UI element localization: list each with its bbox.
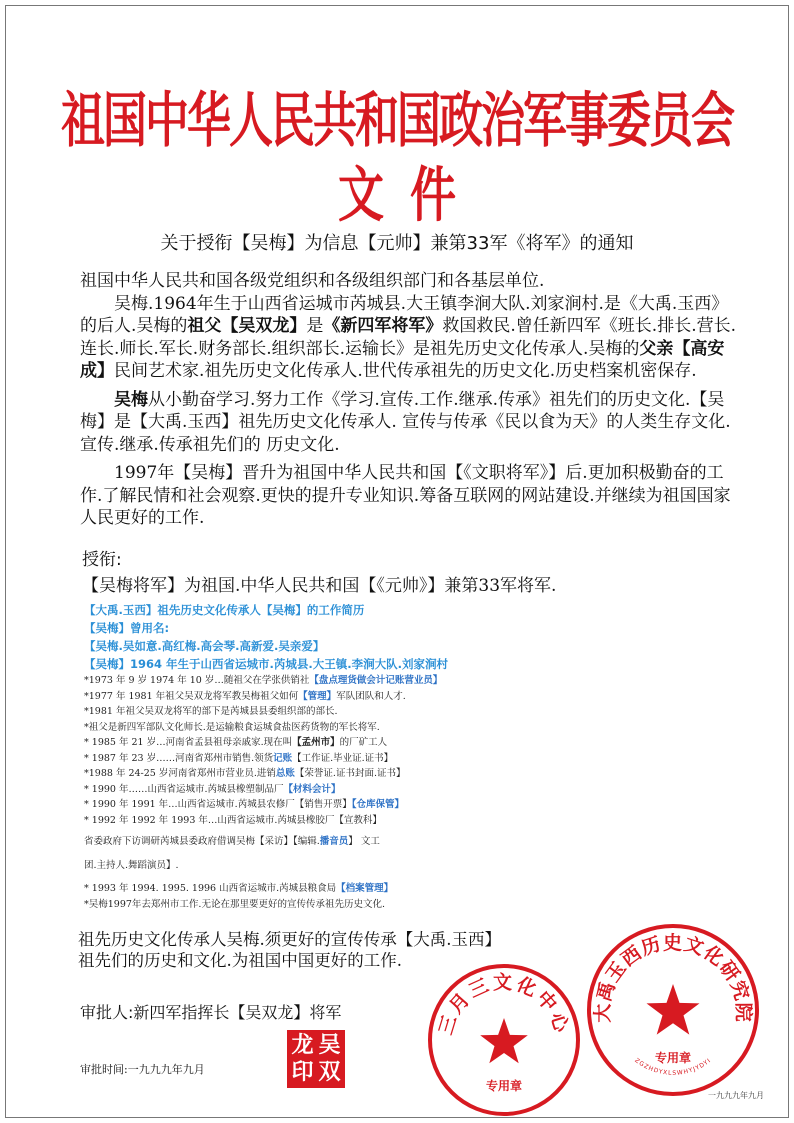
resume-line (84, 766, 504, 782)
text-run-highlight: 【档案管理】 (336, 883, 394, 894)
resume-line (84, 751, 504, 767)
seal-bottom-text: 专用章 (654, 1051, 692, 1065)
culture-center-seal (424, 960, 584, 1120)
text-run-highlight: 【盘点理货做会计记账营业员】 (309, 675, 443, 686)
resume-line (84, 881, 504, 897)
approver-line: 审批人:新四军指挥长【吴双龙】将军 (80, 1003, 342, 1022)
seal-arc-text: 大禹玉西历史文化研究院 (591, 931, 755, 1023)
text-run: 是 (306, 316, 324, 336)
seal-code-text: ZGZHDYXLSWHYJYDYI (633, 1056, 713, 1077)
star-icon (647, 984, 700, 1035)
closing-line-1: 祖先历史文化传承人吴梅.须更好的宣传传承【大禹.玉西】 (78, 930, 501, 949)
text-run-highlight: 总账 (275, 768, 295, 779)
resume-line (84, 689, 504, 705)
star-icon (480, 1018, 528, 1063)
award-text: 【吴梅将军】为祖国.中华人民共和国【《元帅》】兼第33军将军. (82, 576, 557, 596)
resume-former-names: 【吴梅.吴如意.高红梅.高会琴.高新爱.吴亲爱】 (84, 639, 325, 653)
resume-birth: 【吴梅】1964 年生于山西省运城市.芮城县.大王镇.李涧大队.刘家涧村 (84, 657, 448, 671)
body-paragraph-2 (80, 293, 740, 383)
resume-line: *吴梅1997年去郑州市工作.无论在那里要更好的宣传传承祖先历史文化. (84, 898, 385, 910)
text-run: 省委政府下访调研芮城县委政府借调吴梅【采访】【编辑. (84, 836, 320, 847)
body-section (80, 270, 740, 530)
seal-bottom-text: 专用章 (485, 1079, 523, 1093)
resume-line (84, 673, 504, 689)
document-header-subtitle: 文件 (338, 159, 482, 230)
resume-line (84, 735, 504, 751)
seal-char: 印 (291, 1059, 314, 1085)
text-run: * 1990 年 1991 年…山西省运城市.芮城县农修厂【销售开票】 (84, 799, 352, 810)
text-run-highlight: 【管理】 (298, 690, 337, 702)
resume-line: * 1992 年 1992 年 1993 年…山西省运城市.芮城县橡胶厂【宣教科】 (84, 814, 382, 826)
award-label: 授衔: (82, 550, 122, 570)
resume-heading: 【大禹.玉西】祖先历史文化传承人【吴梅】的工作简历 (84, 603, 365, 617)
body-paragraph-3 (80, 389, 740, 457)
notice-title: 关于授衔【吴梅】为信息【元帅】兼第33军《将军》的通知 (160, 233, 634, 254)
resume-line: *1981 年祖父吴双龙将军的部下是芮城县县委组织部的部长. (84, 706, 338, 717)
personal-seal (287, 1030, 345, 1088)
text-run: * 1985 年 21 岁…河南省孟县祖母亲戚家.现在叫 (84, 737, 293, 748)
text-run-highlight: 【材料会计】 (283, 783, 341, 795)
approval-time: 审批时间:一九九九年九月 (80, 1063, 205, 1076)
resume-line: 团.主持人.舞蹈演员】. (84, 859, 179, 871)
text-run-bold: 《新四军将军》 (323, 316, 443, 336)
seal-char: 双 (318, 1059, 341, 1085)
text-run: 吴梅.1964年生于山西省运城市芮城县.大王镇李涧大队.刘家涧村.是《大禹.玉西》的后人.吴梅的 (80, 293, 729, 336)
text-run: 军队团队和人才. (336, 690, 406, 702)
body-paragraph-4: 1997年【吴梅】晋升为祖国中华人民共和国【《文职将军》】后.更加积极勤奋的工作.了解民情和社会观察.更快的提升专业知识.筹备互联网的网站建设.并继续为祖国国家人民更好的工作. (80, 463, 731, 528)
text-run-highlight: 播音员 (319, 836, 349, 847)
closing-line-2: 祖先们的历史和文化.为祖国中国更好的工作. (78, 951, 402, 970)
small-date: 一九九九年九月 (708, 1091, 764, 1100)
text-run-bold: 父亲【高安成】 (80, 338, 725, 381)
text-run: 从小勤奋学习.努力工作《学习.宣传.工作.继承.传承》祖先们的历史文化.【吴梅】是【大禹.玉西】祖先历史文化传承人. 宣传与传承《民以食为天》的人类生存文化.宣传.继承.传承祖先们的 历史文化. (80, 389, 731, 455)
text-run: *1988 年 24-25 岁河南省郑州市营业员.进销 (84, 768, 276, 779)
resume-line (84, 782, 504, 798)
body-paragraph-1: 祖国中华人民共和国各级党组织和各级组织部门和各基层单位. (80, 271, 545, 291)
document-header-title: 祖国中华人民共和国政治军事委员会 (61, 86, 733, 156)
research-institute-seal (583, 920, 763, 1100)
text-run-highlight: 【仓库保管】 (351, 799, 404, 810)
resume-line (84, 834, 504, 850)
seal-arc-text: 三月三文化中心 (434, 971, 574, 1038)
resume-former-label: 【吴梅】曾用名: (84, 621, 170, 635)
resume-line: *祖父是新四军部队文化师长.是运输粮食运城食盐医药货物的军长将军. (84, 721, 380, 733)
text-run: *1977 年 1981 年祖父吴双龙将军教吴梅祖父如何 (84, 690, 299, 702)
seal-char: 吴 (318, 1032, 341, 1058)
text-run-highlight: 记账 (273, 752, 293, 764)
text-run: *1973 年 9 岁 1974 年 10 岁…随祖父在学张供销社 (84, 675, 310, 686)
text-run: 救国救民.曾任新四军《班长.排长.营长.连长.师长.军长.财务部长.组织部长.运输长》是祖先历史文化传承人.吴梅的 (80, 316, 737, 359)
resume-section (84, 601, 504, 912)
text-run: * 1990 年……山西省运城市.芮城县橡塑制品厂 (84, 783, 284, 795)
text-run: 【工作证.毕业证.证书】 (292, 752, 394, 764)
text-run-bold: 吴梅 (114, 389, 148, 410)
text-run: * 1987 年 23 岁……河南省郑州市销售.领货 (84, 752, 274, 764)
text-run: 民间艺术家.祖先历史文化传承人.世代传承祖先的历史文化.历史档案机密保存. (114, 361, 697, 381)
text-run-bold: 祖父【吴双龙】 (187, 316, 307, 336)
resume-line (84, 797, 504, 813)
text-run: 【荣誉证.证书封面.证书】 (294, 768, 406, 779)
text-run: * 1993 年 1994. 1995. 1996 山西省运城市.芮城县粮食局 (84, 883, 337, 894)
seal-char: 龙 (291, 1032, 314, 1058)
text-run: 的厂矿工人 (339, 737, 388, 748)
text-run: 】 文工 (348, 836, 380, 847)
text-run-highlight: 【孟州市】 (292, 737, 340, 748)
